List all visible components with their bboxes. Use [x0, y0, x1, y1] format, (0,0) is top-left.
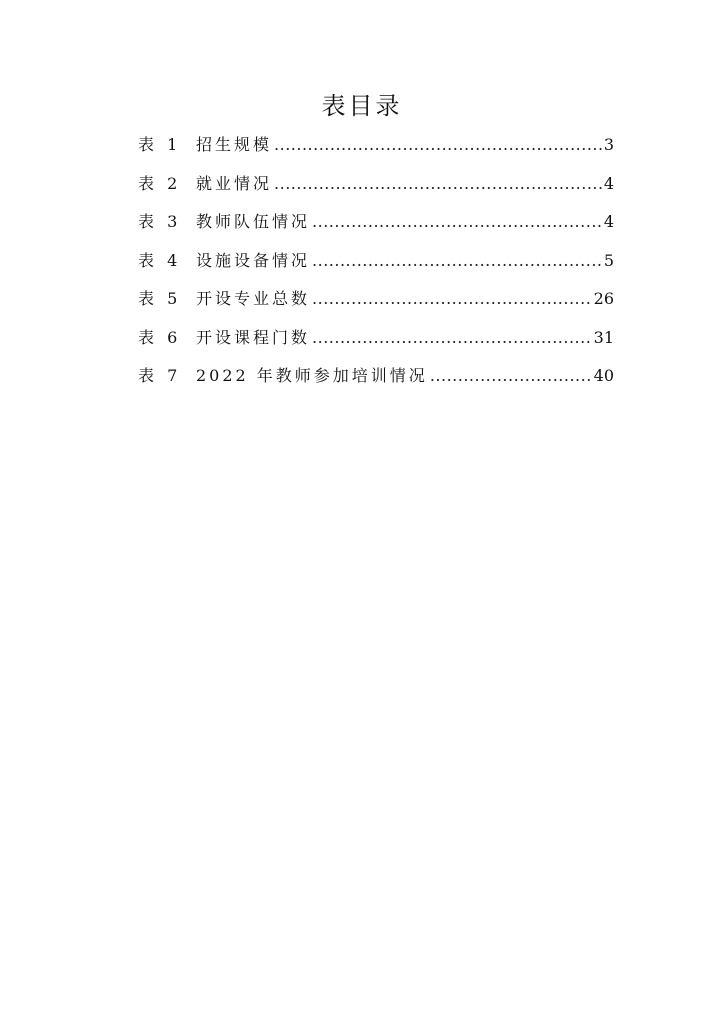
toc-entry-page: 5 [603, 250, 614, 270]
dot-leader [274, 130, 602, 160]
toc-entry-label: 表 3 [138, 212, 182, 231]
dot-leader [312, 207, 602, 237]
toc-entry[interactable] [138, 169, 614, 208]
toc-entry-title: 2022 年教师参加培训情况 [196, 366, 428, 385]
toc-entry-title: 开设课程门数 [196, 327, 311, 347]
dot-leader [274, 169, 602, 199]
toc-entry-label: 表 1 [138, 135, 182, 154]
dot-leader [312, 284, 592, 314]
toc-entry-label: 表 6 [138, 327, 182, 347]
toc-entry-title: 就业情况 [196, 173, 273, 193]
toc-entry-page: 4 [603, 173, 614, 193]
toc-entry[interactable] [138, 323, 614, 362]
toc-entry-page: 31 [593, 327, 614, 347]
toc-entry-page: 40 [593, 366, 614, 385]
toc-entry[interactable] [138, 361, 614, 400]
toc-entry-label: 表 4 [138, 250, 182, 270]
toc-entry[interactable] [138, 246, 614, 285]
dot-leader [430, 361, 592, 391]
toc-entry-title: 设施设备情况 [196, 250, 311, 270]
page-title: 表目录 [321, 92, 403, 120]
toc-entry-label: 表 5 [138, 289, 182, 308]
toc-entry-page: 4 [603, 212, 614, 231]
toc-entry-page: 3 [603, 135, 614, 154]
toc-entry-title: 开设专业总数 [196, 289, 311, 308]
toc-entry[interactable] [138, 284, 614, 323]
toc-entry-label: 表 7 [138, 366, 182, 385]
dot-leader [312, 246, 602, 276]
toc-entry-title: 教师队伍情况 [196, 212, 311, 231]
toc-entry-label: 表 2 [138, 173, 182, 193]
dot-leader [312, 323, 592, 353]
toc-entry-title: 招生规模 [196, 135, 273, 154]
table-of-contents [138, 130, 614, 400]
toc-entry[interactable] [138, 207, 614, 246]
toc-entry-page: 26 [593, 289, 614, 308]
toc-entry[interactable] [138, 130, 614, 169]
